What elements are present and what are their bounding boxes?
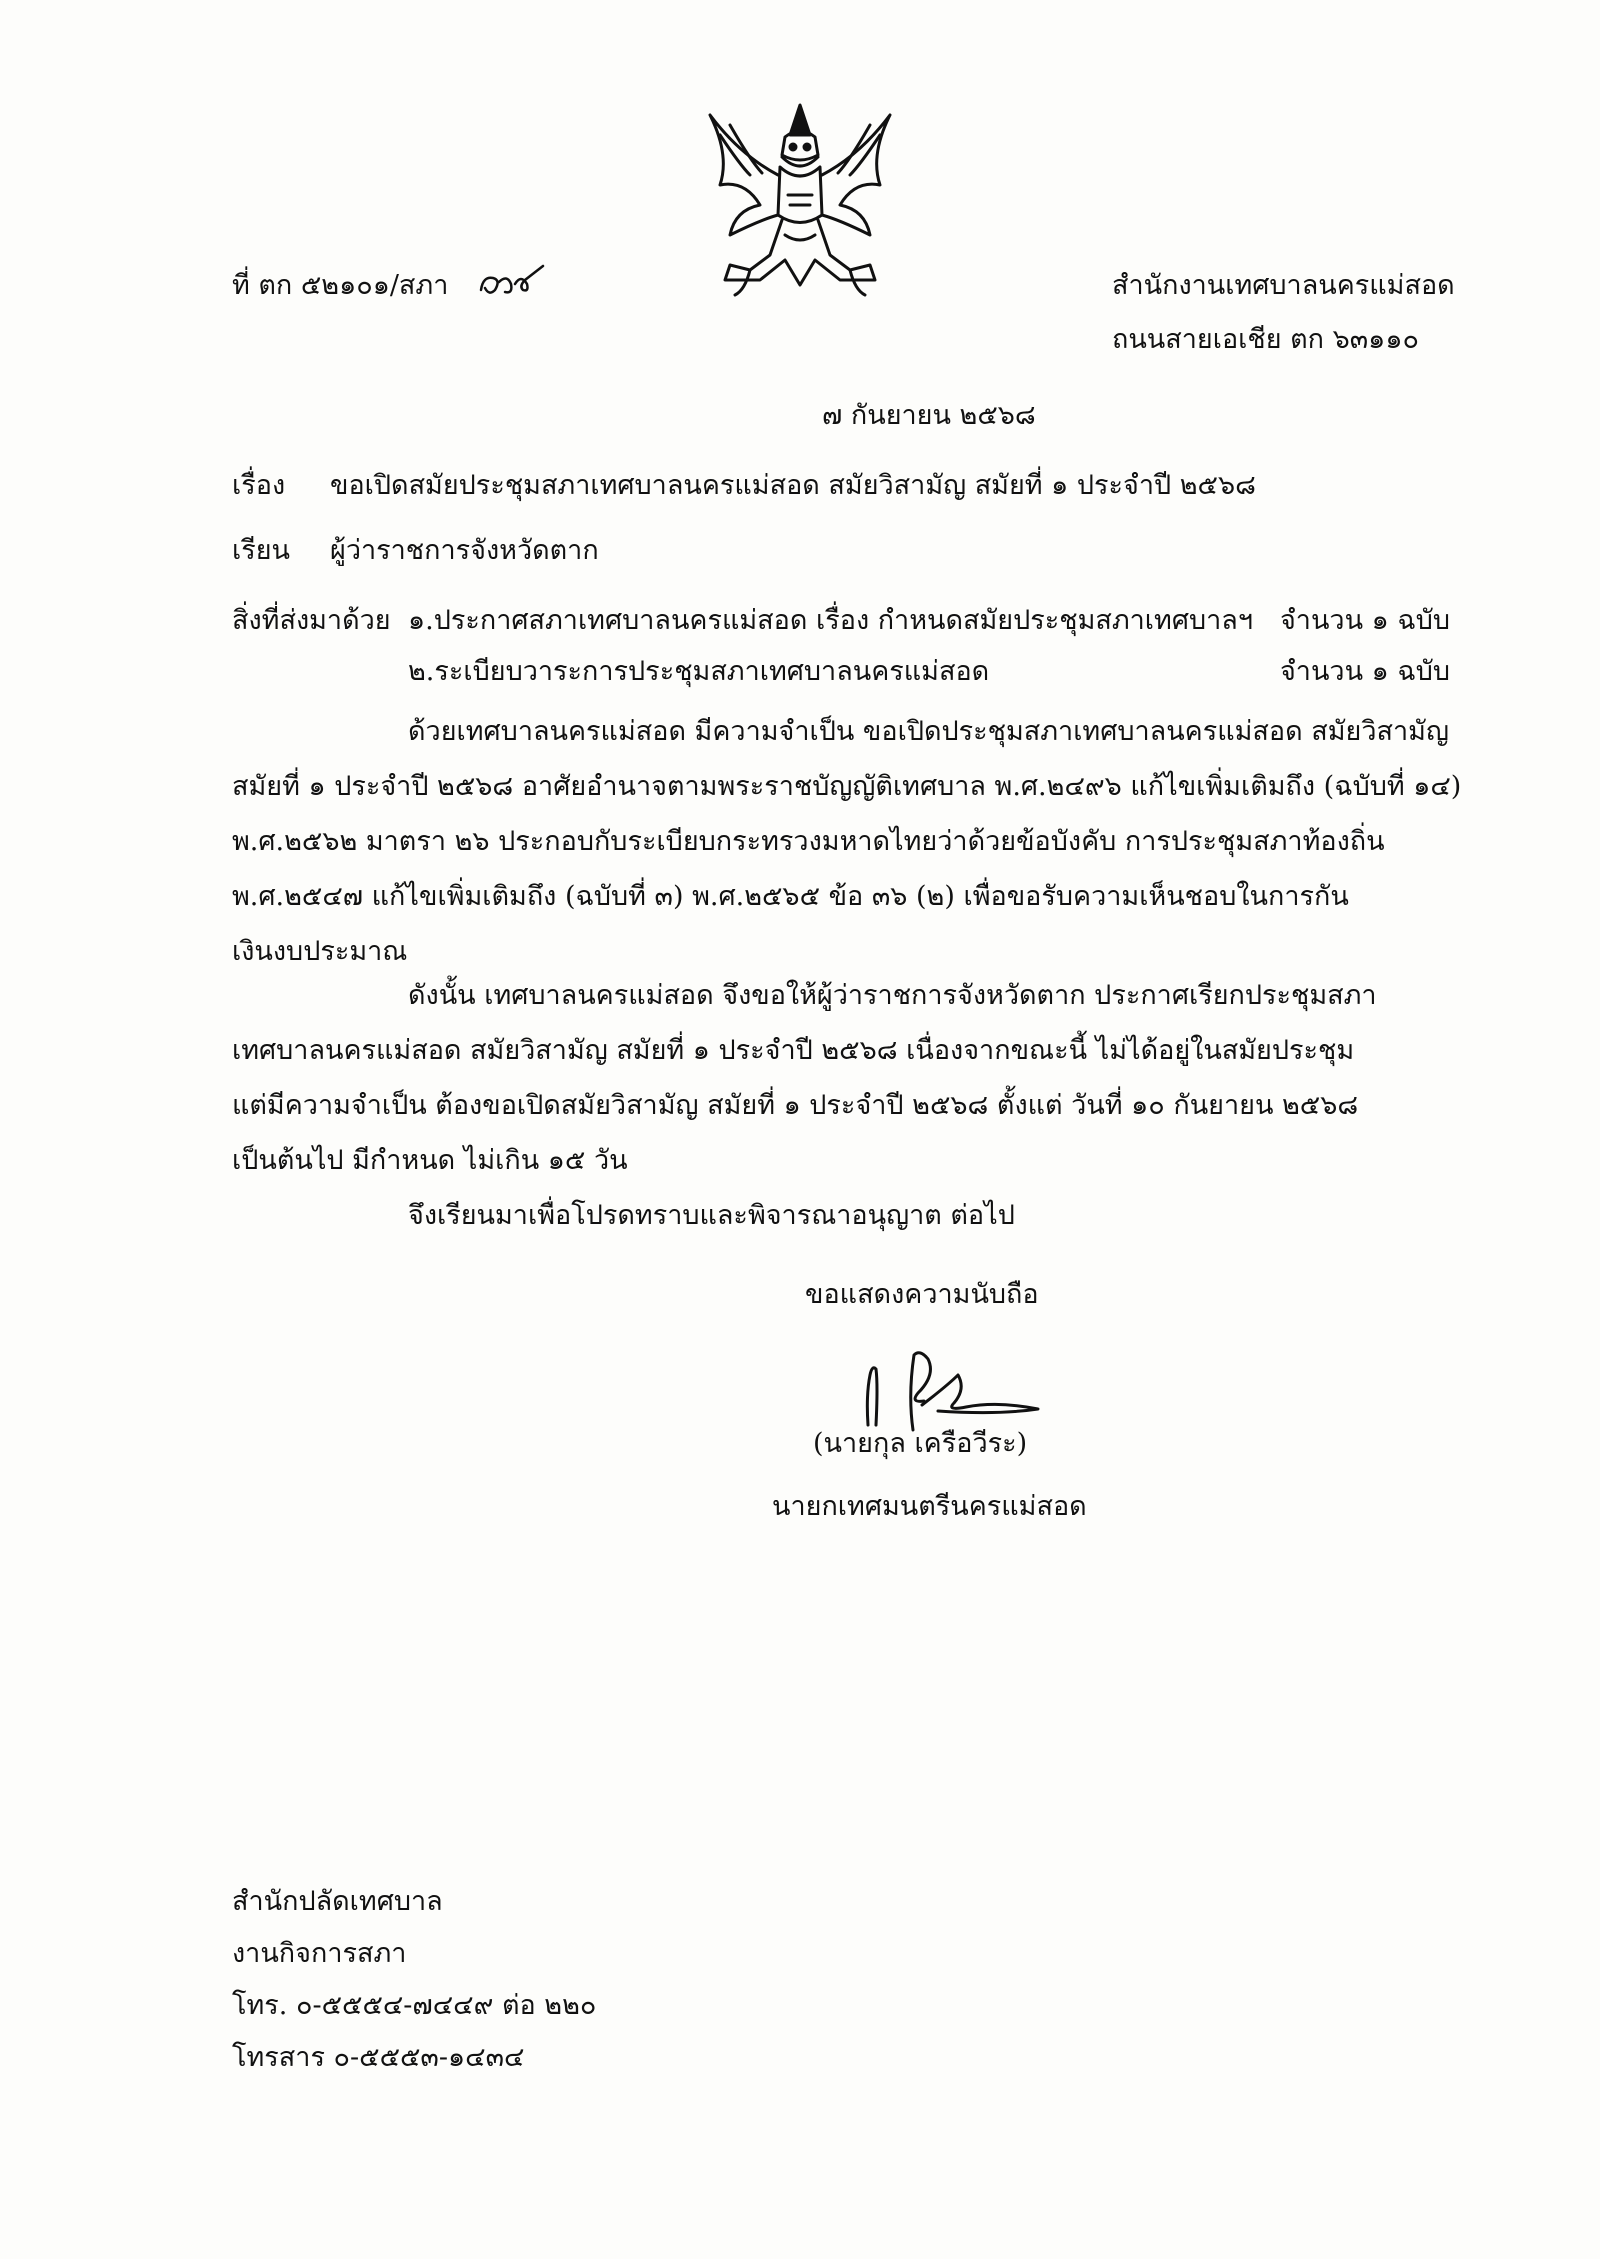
attachment-qty: จำนวน ๑ ฉบับ bbox=[1279, 605, 1450, 636]
handwritten-number bbox=[477, 262, 547, 302]
body-line: พ.ศ.๒๕๖๒ มาตรา ๒๖ ประกอบกับระเบียบกระทรวงมหาดไทยว่าด้วยข้อบังคับ การประชุมสภาท้องถิ่น bbox=[232, 826, 1385, 857]
body-line: ดังนั้น เทศบาลนครแม่สอด จึงขอให้ผู้ว่าราชการจังหวัดตาก ประกาศเรียกประชุมสภา bbox=[408, 980, 1377, 1011]
footer-phone: โทร. ๐-๕๕๕๔-๗๔๔๙ ต่อ ๒๒๐ bbox=[232, 1990, 597, 2021]
letter-date: ๗ กันยายน ๒๕๖๘ bbox=[822, 400, 1036, 431]
body-line: แต่มีความจำเป็น ต้องขอเปิดสมัยวิสามัญ สมัยที่ ๑ ประจำปี ๒๕๖๘ ตั้งแต่ วันที่ ๑๐ กันยายน ๒๕๖๘ bbox=[232, 1090, 1359, 1121]
subject-text: ขอเปิดสมัยประชุมสภาเทศบาลนครแม่สอด สมัยวิสามัญ สมัยที่ ๑ ประจำปี ๒๕๖๘ bbox=[330, 470, 1256, 501]
body-line: เป็นต้นไป มีกำหนด ไม่เกิน ๑๕ วัน bbox=[232, 1145, 628, 1176]
body-line: พ.ศ.๒๕๔๗ แก้ไขเพิ่มเติมถึง (ฉบับที่ ๓) พ.ศ.๒๕๖๕ ข้อ ๓๖ (๒) เพื่อขอรับความเห็นชอบในการกัน bbox=[232, 881, 1349, 912]
garuda-emblem bbox=[690, 95, 910, 305]
attachment-item: ๒.ระเบียบวาระการประชุมสภาเทศบาลนครแม่สอด bbox=[408, 656, 990, 687]
office-name: สำนักงานเทศบาลนครแม่สอด bbox=[1112, 270, 1455, 301]
document-number: ที่ ตก ๕๒๑๐๑/สภา bbox=[232, 270, 449, 301]
regards: ขอแสดงความนับถือ bbox=[805, 1279, 1039, 1310]
subject-label: เรื่อง bbox=[232, 470, 286, 501]
body-line: ด้วยเทศบาลนครแม่สอด มีความจำเป็น ขอเปิดประชุมสภาเทศบาลนครแม่สอด สมัยวิสามัญ bbox=[408, 716, 1449, 747]
attachment-item: ๑.ประกาศสภาเทศบาลนครแม่สอด เรื่อง กำหนดสมัยประชุมสภาเทศบาลฯ bbox=[408, 605, 1253, 636]
footer-department: สำนักปลัดเทศบาล bbox=[232, 1886, 443, 1917]
body-line: เทศบาลนครแม่สอด สมัยวิสามัญ สมัยที่ ๑ ประจำปี ๒๕๖๘ เนื่องจากขณะนี้ ไม่ได้อยู่ในสมัยประชุม bbox=[232, 1035, 1355, 1066]
body-line: เงินงบประมาณ bbox=[232, 936, 408, 967]
footer-fax: โทรสาร ๐-๕๕๕๓-๑๔๓๔ bbox=[232, 2042, 525, 2073]
attachment-qty: จำนวน ๑ ฉบับ bbox=[1279, 656, 1450, 687]
footer-section: งานกิจการสภา bbox=[232, 1938, 407, 1969]
signature-image bbox=[858, 1345, 1048, 1435]
attachments-label: สิ่งที่ส่งมาด้วย bbox=[232, 605, 391, 636]
closing-line: จึงเรียนมาเพื่อโปรดทราบและพิจารณาอนุญาต ต่อไป bbox=[408, 1200, 1015, 1231]
recipient-label: เรียน bbox=[232, 535, 291, 566]
body-line: สมัยที่ ๑ ประจำปี ๒๕๖๘ อาศัยอำนาจตามพระราชบัญญัติเทศบาล พ.ศ.๒๔๙๖ แก้ไขเพิ่มเติมถึง (ฉบับที่ ๑๔) bbox=[232, 771, 1462, 802]
signer-name: (นายกุล เครือวีระ) bbox=[813, 1428, 1028, 1459]
office-address: ถนนสายเอเชีย ตก ๖๓๑๑๐ bbox=[1112, 324, 1419, 355]
signer-position: นายกเทศมนตรีนครแม่สอด bbox=[772, 1491, 1087, 1522]
recipient-text: ผู้ว่าราชการจังหวัดตาก bbox=[330, 535, 599, 566]
